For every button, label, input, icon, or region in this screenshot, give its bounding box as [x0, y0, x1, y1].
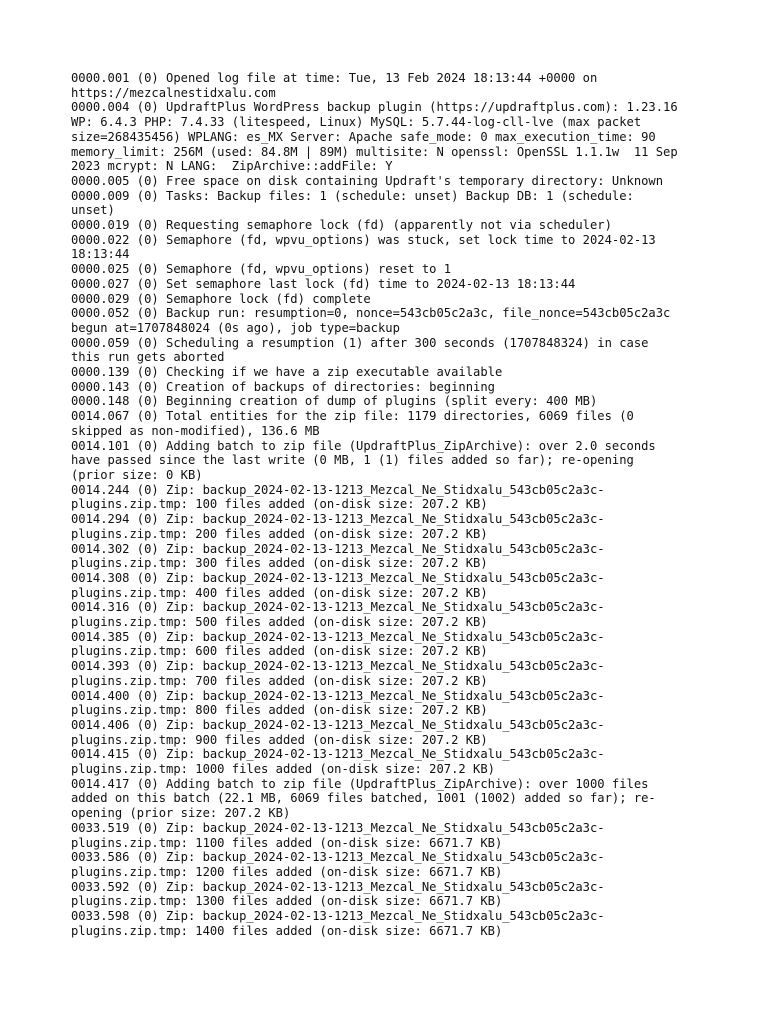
log-line: 0033.598 (0) Zip: backup_2024-02-13-1213_Mezcal_Ne_Stidxalu_543cb05c2a3c- — [71, 909, 605, 924]
log-line: 0000.143 (0) Creation of backups of directories: beginning — [71, 379, 495, 394]
log-line: 0000.052 (0) Backup run: resumption=0, nonce=543cb05c2a3c, file_nonce=543cb05c2a3c — [71, 306, 671, 321]
log-line: plugins.zip.tmp: 1400 files added (on-disk size: 6671.7 KB) — [71, 923, 503, 938]
log-line: 0014.415 (0) Zip: backup_2024-02-13-1213_Mezcal_Ne_Stidxalu_543cb05c2a3c- — [71, 747, 605, 762]
log-line: begun at=1707848024 (0s ago), job type=backup — [71, 320, 400, 335]
log-line: 0014.417 (0) Adding batch to zip file (UpdraftPlus_ZipArchive): over 1000 files — [71, 776, 649, 791]
log-line: 0014.400 (0) Zip: backup_2024-02-13-1213_Mezcal_Ne_Stidxalu_543cb05c2a3c- — [71, 688, 605, 703]
log-line: 0000.022 (0) Semaphore (fd, wpvu_options) was stuck, set lock time to 2024-02-13 — [71, 232, 656, 247]
log-line: 0000.025 (0) Semaphore (fd, wpvu_options) reset to 1 — [71, 262, 452, 277]
log-line: 0000.027 (0) Set semaphore last lock (fd) time to 2024-02-13 18:13:44 — [71, 276, 576, 291]
log-line: added on this batch (22.1 MB, 6069 files batched, 1001 (1002) added so far); re- — [71, 791, 656, 806]
log-line: size=268435456) WPLANG: es_MX Server: Apache safe_mode: 0 max_execution_time: 90 — [71, 129, 656, 144]
log-view — [71, 71, 699, 938]
log-line: plugins.zip.tmp: 600 files added (on-disk size: 207.2 KB) — [71, 644, 488, 659]
log-line: have passed since the last write (0 MB, 1 (1) files added so far); re-opening — [71, 453, 634, 468]
log-line: 0014.406 (0) Zip: backup_2024-02-13-1213_Mezcal_Ne_Stidxalu_543cb05c2a3c- — [71, 717, 605, 732]
log-line: 18:13:44 — [71, 247, 130, 262]
log-line: 0000.029 (0) Semaphore lock (fd) complete — [71, 291, 371, 306]
log-line: plugins.zip.tmp: 1300 files added (on-disk size: 6671.7 KB) — [71, 894, 503, 909]
log-line: 0000.001 (0) Opened log file at time: Tue, 13 Feb 2024 18:13:44 +0000 on — [71, 71, 598, 85]
log-line: 0000.139 (0) Checking if we have a zip executable available — [71, 365, 503, 380]
log-line: 0014.393 (0) Zip: backup_2024-02-13-1213_Mezcal_Ne_Stidxalu_543cb05c2a3c- — [71, 659, 605, 674]
log-line: this run gets aborted — [71, 350, 225, 365]
log-line: plugins.zip.tmp: 100 files added (on-disk size: 207.2 KB) — [71, 497, 488, 512]
log-line: 0000.004 (0) UpdraftPlus WordPress backup plugin (https://updraftplus.com): 1.23.16 — [71, 100, 678, 115]
log-line: plugins.zip.tmp: 1000 files added (on-disk size: 207.2 KB) — [71, 762, 495, 777]
log-line: 0000.009 (0) Tasks: Backup files: 1 (schedule: unset) Backup DB: 1 (schedule: — [71, 188, 634, 203]
log-line: 0033.592 (0) Zip: backup_2024-02-13-1213_Mezcal_Ne_Stidxalu_543cb05c2a3c- — [71, 879, 605, 894]
log-line: 0000.148 (0) Beginning creation of dump of plugins (split every: 400 MB) — [71, 394, 598, 409]
log-line: plugins.zip.tmp: 1200 files added (on-disk size: 6671.7 KB) — [71, 864, 503, 879]
log-line: plugins.zip.tmp: 900 files added (on-disk size: 207.2 KB) — [71, 732, 488, 747]
log-line: 2023 mcrypt: N LANG: ZipArchive::addFile: Y — [71, 159, 393, 174]
log-line: 0000.019 (0) Requesting semaphore lock (fd) (apparently not via scheduler) — [71, 218, 612, 233]
log-line: 0033.519 (0) Zip: backup_2024-02-13-1213_Mezcal_Ne_Stidxalu_543cb05c2a3c- — [71, 820, 605, 835]
log-line: 0033.586 (0) Zip: backup_2024-02-13-1213_Mezcal_Ne_Stidxalu_543cb05c2a3c- — [71, 850, 605, 865]
log-line: opening (prior size: 207.2 KB) — [71, 806, 291, 821]
log-line: 0014.294 (0) Zip: backup_2024-02-13-1213_Mezcal_Ne_Stidxalu_543cb05c2a3c- — [71, 512, 605, 527]
log-line: unset) — [71, 203, 115, 218]
log-line: plugins.zip.tmp: 300 files added (on-disk size: 207.2 KB) — [71, 556, 488, 571]
log-line: https://mezcalnestidxalu.com — [71, 85, 276, 100]
log-line: 0000.005 (0) Free space on disk containing Updraft's temporary directory: Unknown — [71, 173, 664, 188]
log-line: plugins.zip.tmp: 800 files added (on-disk size: 207.2 KB) — [71, 703, 488, 718]
log-line: 0000.059 (0) Scheduling a resumption (1) after 300 seconds (1707848324) in case — [71, 335, 649, 350]
log-line: plugins.zip.tmp: 500 files added (on-disk size: 207.2 KB) — [71, 615, 488, 630]
log-line: 0014.101 (0) Adding batch to zip file (UpdraftPlus_ZipArchive): over 2.0 seconds — [71, 438, 656, 453]
log-line: 0014.308 (0) Zip: backup_2024-02-13-1213_Mezcal_Ne_Stidxalu_543cb05c2a3c- — [71, 570, 605, 585]
log-line: memory_limit: 256M (used: 84.8M | 89M) multisite: N openssl: OpenSSL 1.1.1w 11 Sep — [71, 144, 678, 159]
log-line: 0014.244 (0) Zip: backup_2024-02-13-1213_Mezcal_Ne_Stidxalu_543cb05c2a3c- — [71, 482, 605, 497]
log-line: 0014.385 (0) Zip: backup_2024-02-13-1213_Mezcal_Ne_Stidxalu_543cb05c2a3c- — [71, 629, 605, 644]
log-line: 0014.316 (0) Zip: backup_2024-02-13-1213_Mezcal_Ne_Stidxalu_543cb05c2a3c- — [71, 600, 605, 615]
log-line: plugins.zip.tmp: 400 files added (on-disk size: 207.2 KB) — [71, 585, 488, 600]
log-line: skipped as non-modified), 136.6 MB — [71, 423, 320, 438]
log-line: plugins.zip.tmp: 700 files added (on-disk size: 207.2 KB) — [71, 673, 488, 688]
log-line: plugins.zip.tmp: 200 files added (on-disk size: 207.2 KB) — [71, 526, 488, 541]
log-line: (prior size: 0 KB) — [71, 467, 203, 482]
log-line: 0014.067 (0) Total entities for the zip file: 1179 directories, 6069 files (0 — [71, 409, 634, 424]
log-line: WP: 6.4.3 PHP: 7.4.33 (litespeed, Linux) MySQL: 5.7.44-log-cll-lve (max packet — [71, 115, 642, 130]
log-line: plugins.zip.tmp: 1100 files added (on-disk size: 6671.7 KB) — [71, 835, 503, 850]
log-line: 0014.302 (0) Zip: backup_2024-02-13-1213_Mezcal_Ne_Stidxalu_543cb05c2a3c- — [71, 541, 605, 556]
